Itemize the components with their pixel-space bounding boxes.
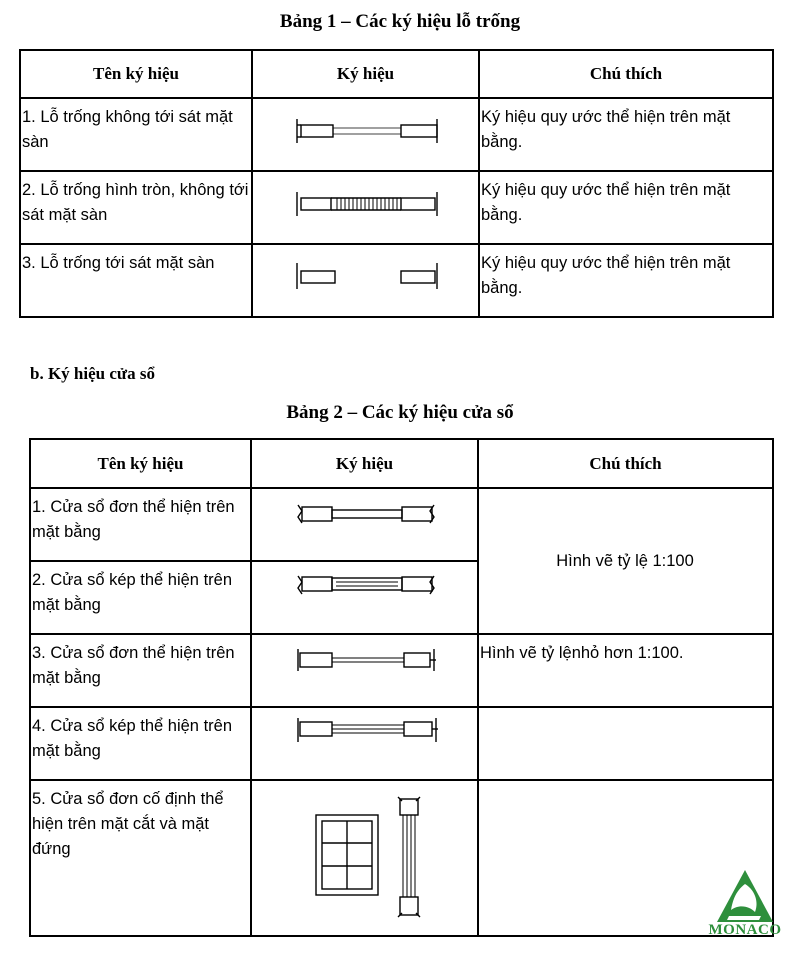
table1-row3-note: Ký hiệu quy ước thể hiện trên mặt bằng. bbox=[479, 244, 773, 317]
table2-row4-note bbox=[478, 707, 773, 780]
table-row bbox=[20, 171, 773, 244]
table1-row2-name: 2. Lỗ trống hình tròn, không tới sát mặt sàn bbox=[20, 171, 252, 244]
table2-row1-symbol-cell bbox=[251, 488, 478, 561]
table2-row2-name: 2. Cửa sổ kép thể hiện trên mặt bằng bbox=[30, 561, 251, 634]
table2-header-note: Chú thích bbox=[478, 439, 773, 488]
table2-header-name: Tên ký hiệu bbox=[30, 439, 251, 488]
single-window-plan-icon bbox=[252, 489, 477, 559]
table2-row2-symbol-cell bbox=[251, 561, 478, 634]
table1-row2-symbol-cell bbox=[252, 171, 479, 244]
round-opening-icon bbox=[253, 172, 478, 242]
table1-header-name: Tên ký hiệu bbox=[20, 50, 252, 98]
table-row bbox=[30, 488, 773, 561]
table1 bbox=[19, 49, 774, 318]
table1-caption: Bảng 1 – Các ký hiệu lỗ trống bbox=[279, 11, 521, 32]
table2-row3-symbol-cell bbox=[251, 634, 478, 707]
table2-row1-name: 1. Cửa sổ đơn thể hiện trên mặt bằng bbox=[30, 488, 251, 561]
double-window-plan-icon bbox=[252, 562, 477, 632]
table2-row3-name: 3. Cửa sổ đơn thể hiện trên mặt bằng bbox=[30, 634, 251, 707]
table1-header-symbol: Ký hiệu bbox=[252, 50, 479, 98]
table2 bbox=[29, 438, 774, 937]
table-row bbox=[20, 98, 773, 171]
table1-row2-note: Ký hiệu quy ước thể hiện trên mặt bằng. bbox=[479, 171, 773, 244]
table-row bbox=[30, 634, 773, 707]
table1-row3-name: 3. Lỗ trống tới sát mặt sàn bbox=[20, 244, 252, 317]
table2-scale-smaller-note: Hình vẽ tỷ lệnhỏ hơn 1:100. bbox=[478, 634, 773, 707]
table2-header-symbol: Ký hiệu bbox=[251, 439, 478, 488]
table2-header-row bbox=[30, 439, 773, 488]
table1-row1-note: Ký hiệu quy ước thể hiện trên mặt bằng. bbox=[479, 98, 773, 171]
table2-row4-symbol-cell bbox=[251, 707, 478, 780]
fixed-window-section-elevation-icon bbox=[252, 781, 477, 931]
monaco-logo-icon bbox=[715, 868, 775, 926]
table1-header-row bbox=[20, 50, 773, 98]
table1-row1-name: 1. Lỗ trống không tới sát mặt sàn bbox=[20, 98, 252, 171]
table2-row4-name: 4. Cửa sổ kép thể hiện trên mặt bằng bbox=[30, 707, 251, 780]
opening-to-floor-icon bbox=[253, 245, 478, 315]
table-row bbox=[30, 780, 773, 936]
table1-row3-symbol-cell bbox=[252, 244, 479, 317]
section-b-heading: b. Ký hiệu cửa sổ bbox=[30, 364, 155, 383]
table2-scale-100-note: Hình vẽ tỷ lệ 1:100 bbox=[478, 488, 773, 634]
table2-row5-name: 5. Cửa sổ đơn cố định thể hiện trên mặt cắt và mặt đứng bbox=[30, 780, 251, 936]
monaco-logo bbox=[702, 868, 788, 939]
table2-row5-symbol-cell bbox=[251, 780, 478, 936]
monaco-logo-text: MONACO bbox=[708, 922, 782, 938]
table2-caption: Bảng 2 – Các ký hiệu cửa sổ bbox=[286, 402, 514, 423]
table1-header-note: Chú thích bbox=[479, 50, 773, 98]
single-window-small-scale-icon bbox=[252, 635, 477, 705]
double-window-small-scale-icon bbox=[252, 708, 477, 778]
table-row bbox=[20, 244, 773, 317]
table-row bbox=[30, 707, 773, 780]
table1-row1-symbol-cell bbox=[252, 98, 479, 171]
opening-not-to-floor-icon bbox=[253, 99, 478, 169]
